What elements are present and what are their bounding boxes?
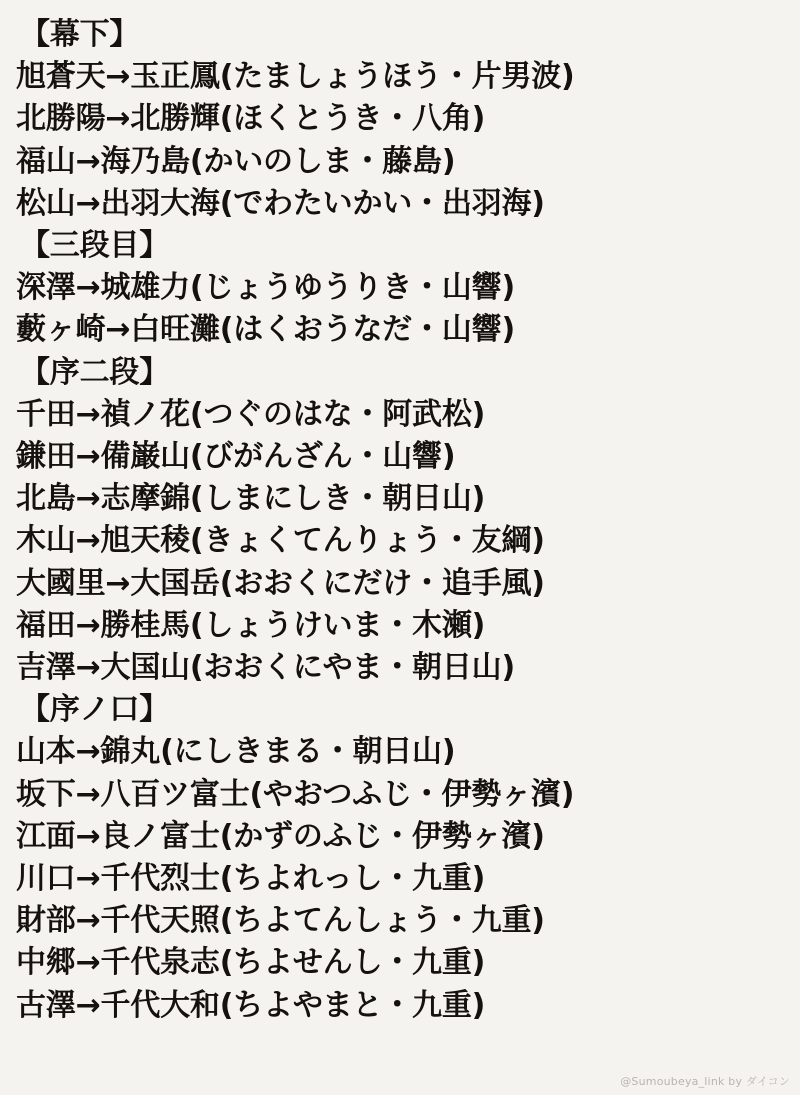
list-item: 大國里→大国岳(おおくにだけ・追手風) (16, 565, 545, 601)
list-item: 北勝陽→北勝輝(ほくとうき・八角) (16, 101, 486, 137)
list-item: 山本→錦丸(にしきまる・朝日山) (16, 734, 456, 770)
list-item: 北島→志摩錦(しまにしき・朝日山) (16, 481, 486, 517)
list-item: 千田→禎ノ花(つぐのはな・阿武松) (16, 396, 486, 432)
list-item: 坂下→八百ツ富士(やおつふじ・伊勢ヶ濱) (16, 776, 575, 812)
list-item: 旭蒼天→玉正鳳(たましょうほう・片男波) (16, 59, 575, 95)
list-item: 川口→千代烈士(ちよれっし・九重) (16, 861, 486, 897)
list-item: 松山→出羽大海(でわたいかい・出羽海) (16, 185, 545, 221)
list-item: 深澤→城雄力(じょうゆうりき・山響) (16, 270, 515, 306)
list-item: 中郷→千代泉志(ちよせんし・九重) (16, 945, 486, 981)
division-heading: 【幕下】 (20, 17, 140, 52)
division-heading: 【三段目】 (20, 228, 169, 264)
list-item: 福山→海乃島(かいのしま・藤島) (16, 143, 456, 179)
list-item: 藪ヶ崎→白旺灘(はくおうなだ・山響) (16, 312, 515, 348)
shikona-change-list (16, 14, 782, 1027)
list-item: 吉澤→大国山(おおくにやま・朝日山) (16, 650, 515, 686)
division-heading: 【序二段】 (20, 354, 169, 390)
list-item: 木山→旭天稜(きょくてんりょう・友綱) (16, 523, 545, 559)
list-item: 古澤→千代大和(ちよやまと・九重) (16, 987, 486, 1023)
list-item: 江面→良ノ富士(かずのふじ・伊勢ヶ濱) (16, 818, 545, 854)
division-heading: 【序ノ口】 (20, 692, 169, 728)
list-item: 鎌田→備巌山(びがんざん・山響) (16, 439, 456, 475)
list-item: 福田→勝桂馬(しょうけいま・木瀬) (16, 607, 486, 643)
list-item: 財部→千代天照(ちよてんしょう・九重) (16, 903, 545, 939)
watermark-credit: @Sumoubeya_link by ダイコン (620, 1075, 790, 1088)
